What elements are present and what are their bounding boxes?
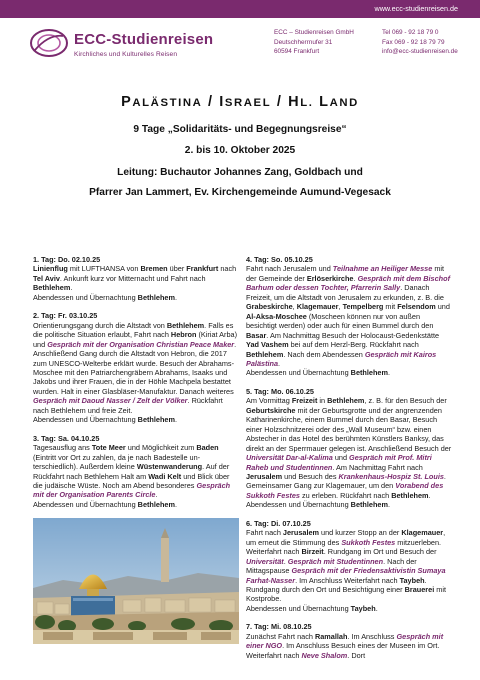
body-text: mit: [383, 302, 398, 312]
body-text: Fahrt nach Jerusalem und: [246, 264, 333, 274]
meeting-highlight: Gespräch mit Studentinnen: [287, 556, 384, 566]
body-text: .: [353, 273, 358, 283]
place-name: Bethlehem: [391, 490, 429, 500]
ecc-logo-icon: [30, 28, 68, 58]
body-text: mit LUFTHANSA von: [67, 264, 141, 274]
body-text: . Am Nachmittag Besuch der Holocaust-Gedenkstätte: [266, 330, 440, 340]
brand-tagline: Kirchliches und Kulturelles Reisen: [74, 51, 178, 58]
meeting-highlight: Gespräch mit Daoud Nasser / Zelt der Völker: [33, 396, 188, 406]
fax-number: Fax 069 - 92 18 79 79: [382, 38, 445, 46]
trip-leader-line: Pfarrer Jan Lammert, Ev. Kirchengemeinde Aumund-Vegesack: [89, 187, 391, 198]
meeting-highlight: Gespräch mit der Friedensaktivistin Sumaya Farhat-Nasser: [246, 566, 446, 585]
place-name: Bethlehem: [166, 320, 205, 330]
body-text: über: [167, 264, 187, 274]
itinerary-day: [246, 387, 452, 510]
body-text: . Im Anschluss Besuch eines der Museen im Ort. Weiterfahrt nach: [246, 641, 440, 660]
place-name: Al-Aksa-Moschee: [246, 311, 307, 321]
place-name: Baden: [196, 443, 219, 453]
meeting-highlight: Gespräch mit dem Bischof Barhum oder dessen Tochter, Pfarrerin Sally: [246, 273, 451, 293]
itinerary-day: [246, 255, 452, 378]
body-text: nach: [218, 264, 237, 274]
body-text: Abendessen und Übernachtung: [33, 292, 138, 302]
company-contact: [382, 28, 458, 57]
place-name: Frankfurt: [186, 264, 219, 274]
body-text: . Rundgang im Ort und Besuch der: [323, 547, 437, 557]
place-name: Bethlehem: [137, 292, 175, 302]
day-heading: 5. Tag: Mo. 06.10.25: [246, 386, 314, 396]
body-text: Abendessen und Übernachtung: [33, 499, 138, 509]
place-name: Wadi Kelt: [148, 471, 182, 481]
place-name: Taybeh: [399, 575, 425, 585]
body-text: Orientierungsgang durch die Altstadt von: [33, 320, 167, 330]
top-bar: [0, 0, 480, 18]
body-text: (Kiriat Arba) und: [33, 330, 238, 349]
meeting-highlight: Gespräch mit Prof. Mitri Raheb und Studentinnen: [246, 453, 432, 472]
day-paragraph: [246, 604, 452, 613]
address-line: 60594 Frankfurt: [274, 48, 320, 56]
body-text: .: [70, 283, 73, 293]
day-paragraph: [246, 368, 452, 377]
body-text: (Moscheen können nur von außen besichtigt werden) oder auch für einen Bummel durch den: [246, 311, 434, 331]
body-text: mit der Gemeinde der: [246, 264, 445, 283]
website-url[interactable]: www.ecc-studienreisen.de: [374, 4, 458, 13]
body-text: . Nach dem Abendessen: [283, 349, 365, 359]
place-name: Ramallah: [314, 631, 348, 641]
meeting-highlight: Gespräch mit der Organisation Parents Circle: [33, 480, 231, 500]
place-name: Birzeit: [301, 547, 324, 557]
place-name: Bethlehem: [246, 349, 284, 359]
day-paragraph: [246, 500, 452, 509]
place-name: Hebron: [170, 330, 197, 340]
itinerary-day: [33, 434, 239, 510]
trip-dates: 2. bis 10. Oktober 2025: [184, 145, 296, 156]
body-text: . Im Anschluss: [347, 631, 397, 641]
company-address: [274, 28, 354, 57]
meeting-highlight: Vorabend des Sukkoth Festes: [246, 481, 444, 500]
body-text: .: [375, 603, 378, 613]
body-text: und Möglichkeit zum: [125, 443, 197, 453]
body-text: . Rückfahrt nach Bethlehem und freie Zeit.: [33, 396, 223, 415]
body-text: .: [174, 292, 178, 302]
place-name: Tote Meer: [91, 443, 126, 453]
place-name: Tel Aviv: [33, 273, 60, 283]
brand-name: ECC-Studienreisen: [74, 31, 214, 48]
body-text: zu erleben. Rückfahrt nach: [299, 490, 392, 500]
body-text: . Auf der Rückfahrt nach Bethlehem Halt am: [33, 462, 230, 481]
day-paragraph: [246, 528, 452, 604]
address-line: ECC – Studienreisen GmbH: [274, 29, 354, 36]
body-text: . Anschließend Gang durch die Altstadt von Hebron, die 2017 zum UNESCO-Welterbe erklärt wurde. Besuch der Abrahams-Moschee mit den Patriarchengräbern Abrahams, Isaaks und Jakobs und ihrer Frauen, die in der Höhle Machpela bestattet wurden. Halt in einer Glasbläser-Manufaktur. Danach weiteres: [33, 339, 237, 396]
body-text: . Gemeinsamer Gang zur Klagemauer, um den: [246, 471, 446, 491]
body-text: Abendessen und Übernachtung: [246, 368, 351, 378]
itinerary-day: [33, 255, 239, 302]
place-name: Taybeh: [350, 603, 376, 613]
day-heading: 2. Tag: Fr. 03.10.25: [33, 311, 98, 321]
body-text: . Am Nachmittag Fahrt nach: [332, 462, 423, 472]
day-heading: 4. Tag: So. 05.10.25: [246, 255, 313, 264]
day-heading: 7. Tag: Mi. 08.10.25: [246, 622, 312, 632]
body-text: .: [174, 499, 178, 509]
body-text: ,: [338, 302, 343, 312]
place-name: Erlöserkirche: [306, 273, 354, 283]
meeting-highlight: Neve Shalom: [301, 650, 348, 660]
meeting-highlight: Universität: [246, 556, 284, 566]
place-name: Yad Vashem: [246, 340, 289, 350]
meeting-highlight: Universität Dar-al-Kalima: [246, 453, 333, 463]
body-text: und Blick über die judäische Wüste. Noch am Abend besonderes: [33, 471, 230, 490]
meeting-highlight: Gespräch mit Kairos Palästina: [246, 349, 437, 368]
body-text: .: [387, 500, 391, 510]
day-paragraph: [246, 632, 452, 660]
body-text: ,: [292, 302, 297, 312]
body-text: .: [174, 415, 178, 425]
body-text: bei auf dem Herzl-Berg. Rückfahrt nach: [288, 340, 419, 350]
body-text: . Rundgang durch den Ort und Besichtigung einer: [246, 575, 427, 594]
body-text: . Dort: [347, 650, 366, 660]
place-name: Bethlehem: [350, 368, 388, 378]
day-heading: 1. Tag: Do. 02.10.25: [33, 255, 101, 264]
day-paragraph: [33, 321, 239, 416]
body-text: .: [387, 368, 391, 378]
place-name: Felsendom: [397, 302, 436, 312]
body-text: Abendessen und Übernachtung: [33, 415, 138, 425]
body-text: . Ankunft kurz vor Mitternacht und Fahrt nach: [59, 273, 206, 283]
body-text: und Besuch des: [282, 471, 339, 481]
body-text: (Eintritt vor Ort zu zahlen, da je nach Badestelle unterschiedlich). Außerdem kleine: [33, 452, 201, 472]
place-name: Basar: [246, 330, 267, 340]
trip-title-text: PALÄSTINA / ISRAEL / HL. LAND: [121, 94, 359, 110]
place-name: Wüstenwanderung: [136, 462, 203, 472]
day-paragraph: [246, 396, 452, 500]
place-name: Bethlehem: [137, 415, 175, 425]
body-text: und kurzer Stopp an der: [319, 528, 402, 538]
trip-subtitle: 9 Tage „Solidaritäts- und Begegnungsreise“: [133, 124, 347, 135]
day-paragraph: [246, 264, 452, 368]
jerusalem-panorama-photo: [33, 518, 239, 644]
day-paragraph: [33, 293, 239, 302]
body-text: Abendessen und Übernachtung: [246, 603, 351, 613]
place-name: Brauerei: [404, 584, 435, 594]
meeting-highlight: Sukkoth Festes: [341, 537, 396, 547]
meeting-highlight: Gespräch mit der Organisation Christian Peace Maker: [47, 339, 235, 349]
phone-number: Tel 069 - 92 18 79 0: [382, 29, 439, 36]
body-text: Zunächst Fahrt nach: [246, 631, 315, 641]
body-text: Tagesausflug ans: [33, 443, 92, 453]
body-text: . Im Anschluss Weiterfahrt nach: [295, 575, 400, 585]
day-paragraph: [33, 500, 239, 509]
day-heading: 3. Tag: Sa. 04.10.25: [33, 433, 100, 443]
body-text: mit Kostprobe.: [246, 584, 446, 604]
itinerary-day: [33, 311, 239, 424]
body-text: .: [283, 556, 288, 566]
body-text: mit der Geburtsgrotte und der angrenzenden Katharinenkirche, einem Bummel durch den Basar, Besuch einer Holzschnitzerei oder des „Wall Museum“ bzw. einen Abstecher in das Hotel des berühmten Künstlers Banksy, das direkt an der Sperrmauer gelegen ist. Anschließend Besuch der: [246, 405, 452, 453]
body-text: , um erneut die Stimmung des: [246, 528, 446, 547]
trip-title: [0, 94, 480, 110]
itinerary-right-column: [246, 255, 452, 669]
place-name: Jerusalem: [246, 471, 283, 481]
place-name: Bethlehem: [137, 499, 175, 509]
place-name: Bethlehem: [33, 283, 71, 293]
place-name: Bethlehem: [327, 396, 365, 406]
body-text: , z. B. für den Besuch der: [364, 396, 447, 406]
trip-leader-line: Leitung: Buchautor Johannes Zang, Goldbach und: [117, 167, 363, 178]
itinerary-day: [246, 622, 452, 660]
body-text: .: [278, 358, 281, 368]
body-text: . Danach Freizeit, um die Altstadt von Jerusalem zu erkunden, z. B. die: [246, 283, 444, 302]
body-text: und: [332, 453, 350, 463]
place-name: Jerusalem: [282, 528, 320, 538]
place-name: Freizeit: [291, 396, 318, 406]
itinerary-day: [246, 519, 452, 614]
body-text: Abendessen und Übernachtung: [246, 500, 351, 510]
meeting-highlight: Krankenhaus-Hospiz St. Louis: [338, 471, 444, 481]
day-paragraph: [33, 264, 239, 292]
place-name: Klagemauer: [401, 528, 444, 538]
place-name: Geburtskirche: [246, 405, 296, 415]
itinerary-left-column: [33, 255, 239, 644]
day-heading: 6. Tag: Di. 07.10.25: [246, 518, 311, 528]
place-name: Tempelberg: [342, 302, 384, 312]
meeting-highlight: Teilnahme an Heiliger Messe: [332, 264, 433, 274]
place-name: Klagemauer: [296, 302, 339, 312]
body-text: mitzuerleben. Weiterfahrt nach: [246, 537, 442, 557]
place-name: Bremen: [140, 264, 168, 274]
body-text: Fahrt nach: [246, 528, 283, 538]
body-text: . Falls es die politische Situation erlaubt, Fahrt nach: [33, 320, 234, 340]
body-text: .: [428, 490, 431, 500]
email-address[interactable]: info@ecc-studienreisen.de: [382, 48, 458, 56]
place-name: Linienflug: [33, 264, 68, 274]
body-text: in: [317, 396, 328, 406]
meeting-highlight: Gespräch mit einer NGO: [246, 631, 444, 651]
body-text: und: [435, 302, 450, 312]
body-text: . Nach der Mittagspause: [246, 556, 417, 576]
place-name: Grabeskirche: [246, 302, 293, 312]
day-paragraph: [33, 415, 239, 424]
day-paragraph: [33, 443, 239, 500]
body-text: Am Vormittag: [246, 396, 292, 406]
body-text: .: [155, 490, 158, 500]
place-name: Bethlehem: [350, 500, 388, 510]
address-line: Deutschherrnufer 31: [274, 38, 333, 46]
